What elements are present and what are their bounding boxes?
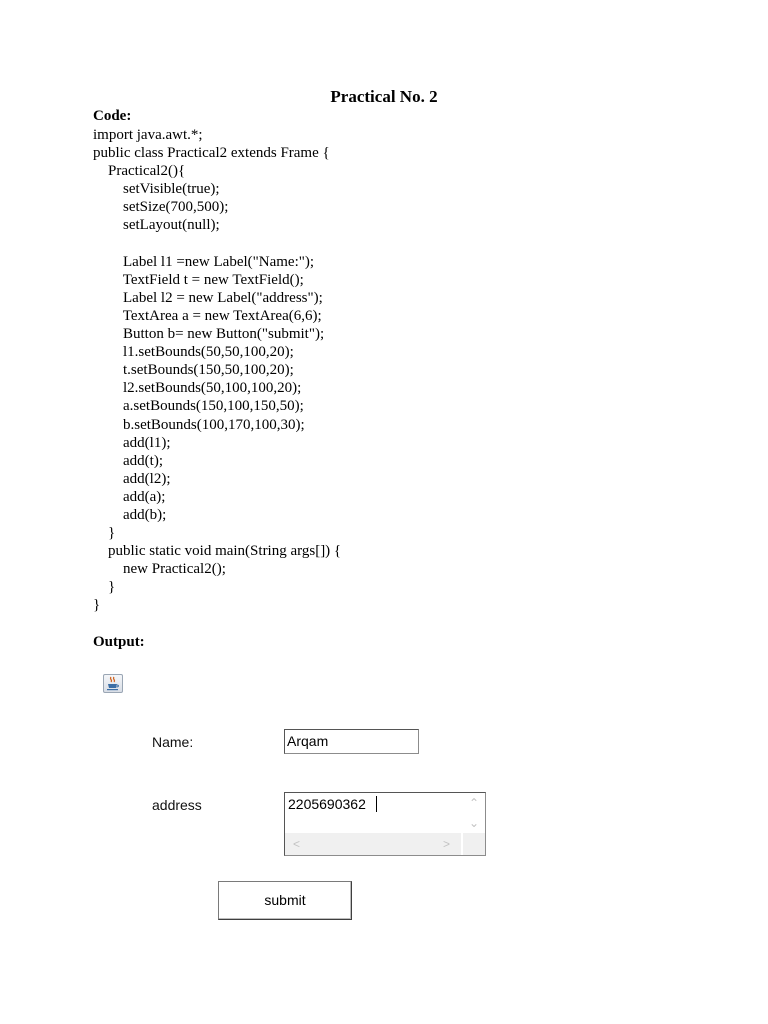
scroll-down-icon[interactable]: ⌄ [468, 816, 479, 830]
code-line: TextArea a = new TextArea(6,6); [93, 307, 322, 324]
code-line: TextField t = new TextField(); [93, 271, 304, 288]
address-textarea-value: 2205690362 [288, 796, 366, 812]
code-line: a.setBounds(150,100,150,50); [93, 398, 304, 415]
submit-button[interactable]: submit [218, 881, 352, 920]
code-line: add(l2); [93, 470, 171, 487]
code-line: Label l2 = new Label("address"); [93, 289, 323, 306]
scroll-up-icon[interactable]: ⌃ [468, 796, 479, 810]
name-label: Name: [152, 734, 194, 750]
code-line: b.setBounds(100,170,100,30); [93, 416, 305, 433]
code-line: } [93, 579, 116, 596]
code-line: public static void main(String args[]) { [93, 543, 342, 560]
code-line: import java.awt.*; [93, 127, 203, 143]
code-line: Label l1 =new Label("Name:"); [93, 253, 315, 270]
code-line [93, 235, 341, 253]
code-line: add(a); [93, 488, 166, 505]
code-line: Practical2(){ [93, 163, 186, 180]
name-textfield[interactable]: Arqam [284, 729, 419, 754]
code-line: add(l1); [93, 434, 171, 451]
code-line: l2.setBounds(50,100,100,20); [93, 380, 302, 397]
code-line: t.setBounds(150,50,100,20); [93, 362, 294, 379]
scroll-right-icon[interactable]: > [443, 837, 451, 851]
code-line: setSize(700,500); [93, 199, 229, 216]
code-line: } [93, 597, 101, 614]
code-line: add(t); [93, 452, 163, 469]
code-line: setLayout(null); [93, 217, 220, 234]
code-line: Button b= new Button("submit"); [93, 326, 325, 343]
page-title: Practical No. 2 [330, 87, 438, 106]
java-cup-icon-graphic [104, 675, 122, 692]
text-caret [376, 796, 377, 812]
code-line: } [93, 525, 116, 542]
address-label: address [152, 797, 202, 813]
code-line: new Practical2(); [93, 561, 226, 578]
java-cup-icon[interactable] [103, 674, 123, 693]
scroll-left-icon[interactable]: < [293, 837, 301, 851]
output-heading: Output: [93, 634, 145, 650]
scroll-corner [463, 833, 485, 855]
code-line: public class Practical2 extends Frame { [93, 145, 330, 162]
code-line: add(b); [93, 506, 167, 523]
code-line: setVisible(true); [93, 181, 220, 198]
vertical-scrollbar[interactable] [463, 793, 485, 833]
address-textarea[interactable] [284, 792, 486, 856]
code-heading: Code: [93, 108, 132, 124]
horizontal-scrollbar[interactable] [285, 833, 461, 855]
code-line: l1.setBounds(50,50,100,20); [93, 344, 294, 361]
code-block [93, 126, 341, 615]
